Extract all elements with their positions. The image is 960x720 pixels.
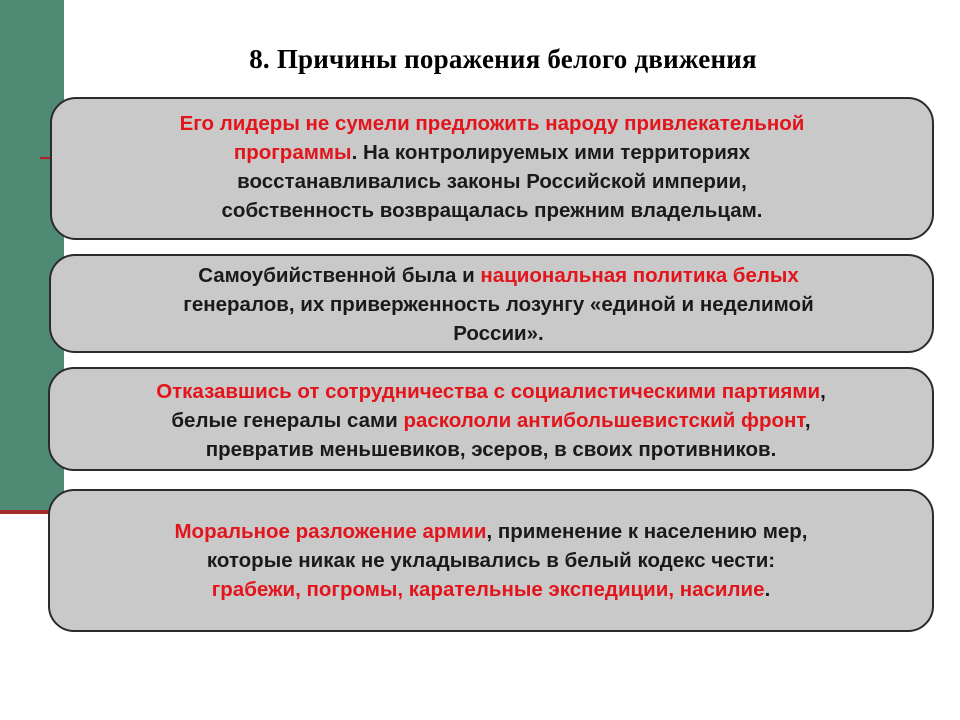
text-segment: . На контролируемых ими территориях	[351, 141, 751, 164]
reason-card-2	[49, 254, 934, 353]
card-text-line	[65, 261, 932, 290]
card-text-line	[50, 377, 932, 406]
card-text-line	[50, 517, 932, 546]
highlighted-phrase: Отказавшись от сотрудничества с социалистическими партиями	[156, 380, 821, 403]
text-segment: восстанавливались законы Российской империи,	[237, 170, 747, 193]
text-segment: превратив меньшевиков, эсеров, в своих противников.	[205, 438, 777, 461]
text-segment: ,	[804, 409, 811, 432]
card-text-line	[52, 167, 932, 196]
text-segment: собственность возвращалась прежним владельцам.	[221, 199, 763, 222]
text-segment: белые генералы сами	[171, 409, 404, 432]
card-text-line	[50, 406, 932, 435]
card-text-line	[65, 319, 932, 348]
highlighted-phrase: национальная политика белых	[480, 264, 799, 287]
reason-card-text	[50, 377, 932, 464]
highlighted-phrase: Моральное разложение армии	[174, 520, 487, 543]
text-segment: Самоубийственной была и	[198, 264, 481, 287]
text-segment: генералов, их приверженность лозунгу «единой и неделимой	[183, 293, 814, 316]
card-text-line	[52, 109, 932, 138]
reason-card-3	[48, 367, 934, 471]
highlighted-phrase: Его лидеры не сумели предложить народу привлекательной	[179, 112, 805, 135]
reason-card-4	[48, 489, 934, 632]
card-text-line	[65, 290, 932, 319]
text-segment: ,	[820, 380, 826, 403]
card-text-line	[52, 196, 932, 225]
highlighted-phrase: раскололи антибольшевистский фронт	[403, 409, 805, 432]
reason-card-text	[50, 517, 932, 604]
slide-title: 8. Причины поражения белого движения	[249, 44, 757, 74]
text-segment: .	[764, 578, 771, 601]
reason-card-text	[51, 261, 932, 348]
highlighted-phrase: программы	[233, 141, 352, 164]
reason-card-text	[52, 109, 932, 225]
text-segment: России».	[453, 322, 544, 345]
card-text-line	[50, 575, 932, 604]
reason-card-1	[50, 97, 934, 240]
card-text-line	[50, 546, 932, 575]
text-segment: , применение к населению мер,	[486, 520, 808, 543]
text-segment: которые никак не укладывались в белый кодекс чести:	[206, 549, 776, 572]
card-text-line	[50, 435, 932, 464]
highlighted-phrase: грабежи, погромы, карательные экспедиции, насилие	[211, 578, 765, 601]
card-text-line	[52, 138, 932, 167]
